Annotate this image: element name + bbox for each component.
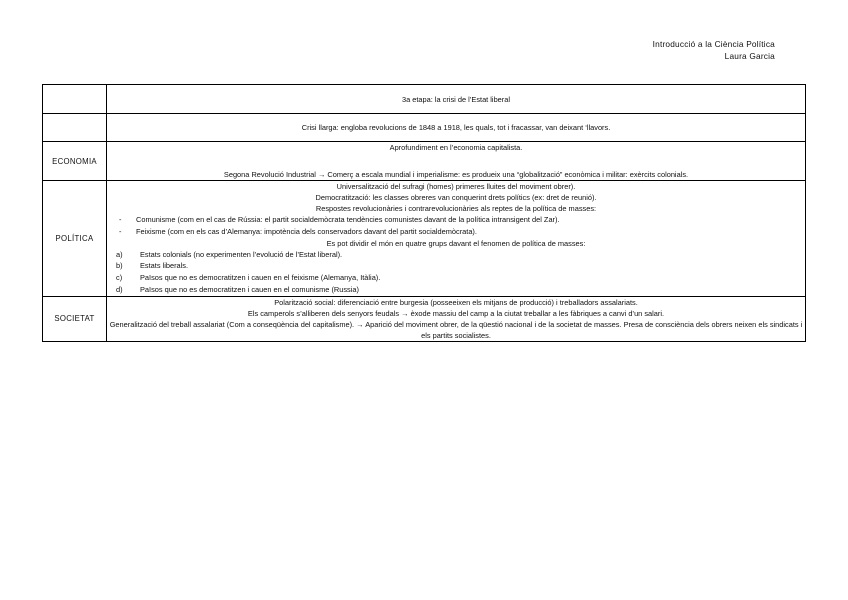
table-intro: Crisi llarga: engloba revolucions de 1848 a 1918, les quals, tot i fracassar, van deixant ‘llavors. <box>107 114 806 142</box>
economia-paragraph: Aprofundiment en l’economia capitalista. <box>389 143 523 152</box>
table-row <box>43 114 806 142</box>
groups-list <box>107 249 805 296</box>
list-marker: c) <box>116 273 123 283</box>
list-marker: d) <box>116 284 123 294</box>
bullet-marker: - <box>119 215 122 224</box>
list-item <box>107 260 805 272</box>
empty-label-cell <box>43 114 107 142</box>
row-label-economia: ECONOMIA <box>43 142 107 181</box>
table-row <box>43 85 806 114</box>
author-name: Laura Garcia <box>724 51 775 61</box>
politica-content <box>107 181 806 297</box>
economia-paragraph: Segona Revolució Industrial → Comerç a escala mundial i imperialisme: es produeix una “globalització” econòmica i militar: exèrcits colonials. <box>223 170 689 179</box>
responses-list <box>107 214 805 238</box>
list-item-text: Estats colonials (no experimenten l’evolució de l’Estat liberal). <box>140 249 343 259</box>
list-item-text: Països que no es democratitzen i cauen en el feixisme (Alemanya, Itàlia). <box>140 273 381 283</box>
row-societat <box>43 296 806 341</box>
list-item <box>107 214 805 226</box>
list-item-text: Estats liberals. <box>140 261 189 271</box>
list-item <box>107 272 805 284</box>
list-marker: b) <box>116 261 123 271</box>
list-item <box>107 249 805 261</box>
societat-paragraph: Generalització del treball assalariat (Com a conseqüència del capitalisme). → Aparició del moviment obrer, de la qüestió nacional i de la societat de masses. Presa de consciència dels obrers neixen els sindicats i els partits socialistes. <box>109 319 803 340</box>
list-item <box>107 284 805 296</box>
list-item-text: Països que no es democratitzen i cauen en el comunisme (Russia) <box>140 284 359 294</box>
politica-paragraph: Democratització: les classes obreres van conquerint drets polítics (ex: dret de reunió). <box>315 193 597 202</box>
table-title: 3a etapa: la crisi de l’Estat liberal <box>107 85 806 114</box>
list-item <box>107 226 805 238</box>
row-politica <box>43 181 806 297</box>
row-economia <box>43 142 806 181</box>
course-title: Introducció a la Ciència Política <box>652 39 775 49</box>
list-marker: a) <box>116 249 123 259</box>
list-item-text: Feixisme (com en els cas d’Alemanya: impotència dels conservadors davant del partit socialdemòcrata). <box>136 226 477 236</box>
politica-paragraph: Respostes revolucionàries i contrarevolucionàries als reptes de la política de masses: <box>315 204 597 213</box>
empty-label-cell <box>43 85 107 114</box>
societat-paragraph: Els camperols s’alliberen dels senyors feudals → èxode massiu del camp a la ciutat treballar a les fàbriques a canvi d’un salari. <box>247 308 665 318</box>
societat-content <box>107 296 806 341</box>
document-header <box>653 38 775 62</box>
bullet-marker: - <box>119 226 122 236</box>
summary-table <box>42 84 806 342</box>
row-label-societat: SOCIETAT <box>43 296 107 341</box>
row-label-politica: POLÍTICA <box>43 181 107 297</box>
economia-content <box>107 142 806 181</box>
politica-paragraph: Universalització del sufragi (homes) primeres lluites del moviment obrer). <box>336 182 576 191</box>
list-item-text: Comunisme (com en el cas de Rússia: el partit socialdemòcrata tendències comunistes davant de la política intransigent del Zar). <box>136 215 560 224</box>
politica-paragraph: Es pot dividir el món en quatre grups davant el fenomen de política de masses: <box>326 238 586 248</box>
societat-paragraph: Polarització social: diferenciació entre burgesia (posseeixen els mitjans de producció) i treballadors assalariats. <box>274 297 638 307</box>
